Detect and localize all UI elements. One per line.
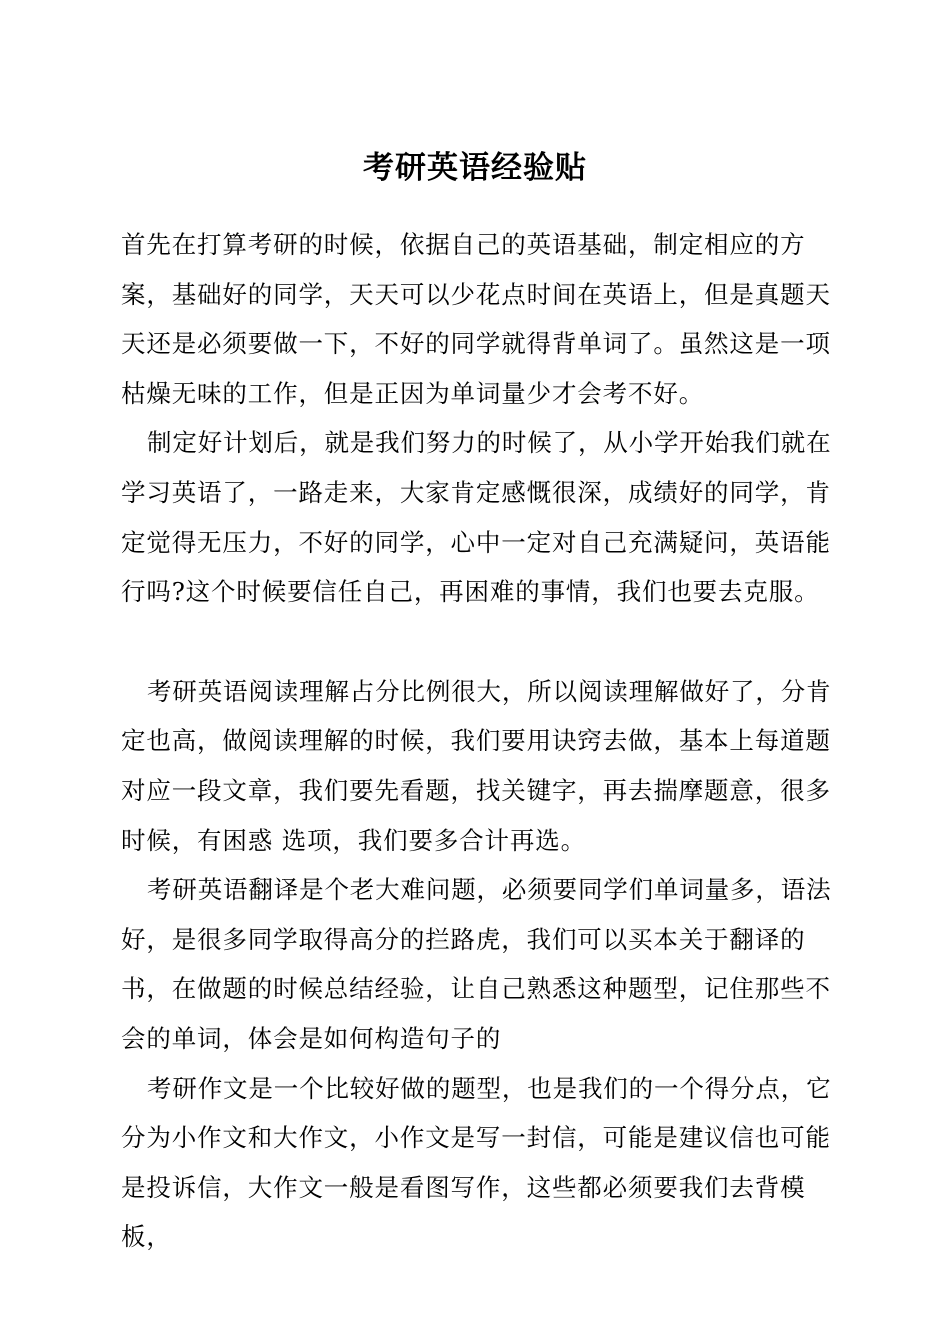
document-title: 考研英语经验贴 [363, 150, 587, 186]
paragraph-spacer [121, 617, 841, 667]
paragraph-plan: 制定好计划后，就是我们努力的时候了，从小学开始我们就在学习英语了，一路走来，大家肯定感慨很深，成绩好的同学，肯定觉得无压力，不好的同学，心中一定对自己充满疑问，英语能行吗?这个时候要信任自己，再困难的事情，我们也要去克服。 [121, 428, 832, 607]
paragraph-writing: 考研作文是一个比较好做的题型，也是我们的一个得分点，它分为小作文和大作文，小作文是写一封信，可能是建议信也可能是投诉信，大作文一般是看图写作，这些都必须要我们去背模板， [121, 1073, 832, 1252]
paragraph-reading: 考研英语阅读理解占分比例很大，所以阅读理解做好了，分肯定也高，做阅读理解的时候，我们要用诀窍去做，基本上每道题对应一段文章，我们要先看题，找关键字，再去揣摩题意，很多时候，有困惑 选项，我们要多合计再选。 [121, 676, 832, 855]
document-body [121, 220, 841, 1262]
paragraph-translation: 考研英语翻译是个老大难问题，必须要同学们单词量多，语法好，是很多同学取得高分的拦路虎，我们可以买本关于翻译的书，在做题的时候总结经验，让自己熟悉这种题型，记住那些不会的单词，体会是如何构造句子的 [121, 875, 832, 1053]
paragraph-intro: 首先在打算考研的时候，依据自己的英语基础，制定相应的方案，基础好的同学，天天可以少花点时间在英语上，但是真题天天还是必须要做一下，不好的同学就得背单词了。虽然这是一项枯燥无味的工作，但是正因为单词量少才会考不好。 [121, 230, 831, 408]
